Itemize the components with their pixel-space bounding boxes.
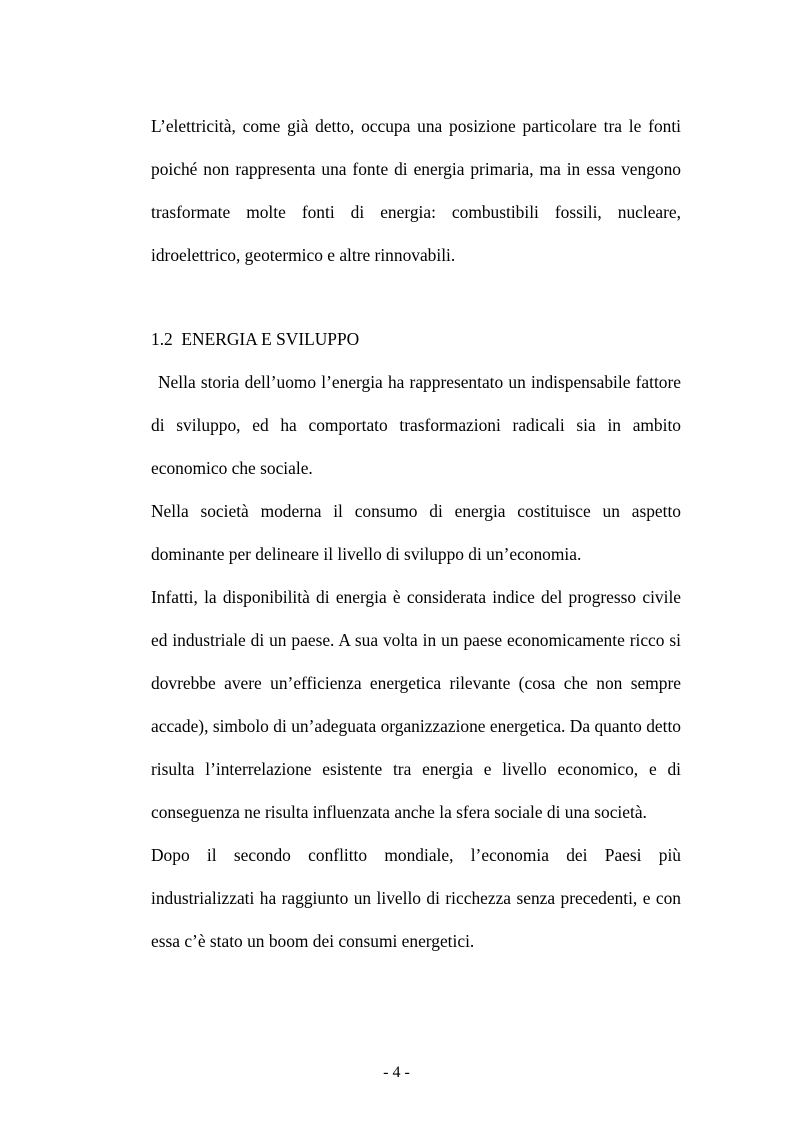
body-paragraph: Dopo il secondo conflitto mondiale, l’economia dei Paesi più industrializzati ha raggiunto un livello di ricchezza senza precedenti, e con essa c’è stato un boom dei consumi energetici. <box>151 845 681 951</box>
body-paragraph: Nella società moderna il consumo di energia costituisce un aspetto dominante per delineare il livello di sviluppo di un’economia. <box>151 501 681 564</box>
body-paragraph: Infatti, la disponibilità di energia è considerata indice del progresso civile ed industriale di un paese. A sua volta in un paese economicamente ricco si dovrebbe avere un’efficienza energetica rilevante (cosa che non sempre accade), simbolo di un’adeguata organizzazione energetica. Da quanto detto risulta l’interrelazione esistente tra energia e livello economico, e di conseguenza ne risulta influenzata anche la sfera sociale di una società. <box>151 587 681 822</box>
intro-paragraph: L’elettricità, come già detto, occupa una posizione particolare tra le fonti poiché non rappresenta una fonte di energia primaria, ma in essa vengono trasformate molte fonti di energia: combustibili fossili, nucleare, idroelettrico, geotermico e altre rinnovabili. <box>151 116 681 265</box>
page-number: - 4 - <box>383 1064 410 1081</box>
section-heading: 1.2 ENERGIA E SVILUPPO <box>151 329 360 349</box>
section-body <box>151 361 681 963</box>
body-paragraph: Nella storia dell’uomo l’energia ha rappresentato un indispensabile fattore di sviluppo, ed ha comportato trasformazioni radicali sia in ambito economico che sociale. <box>151 372 681 478</box>
